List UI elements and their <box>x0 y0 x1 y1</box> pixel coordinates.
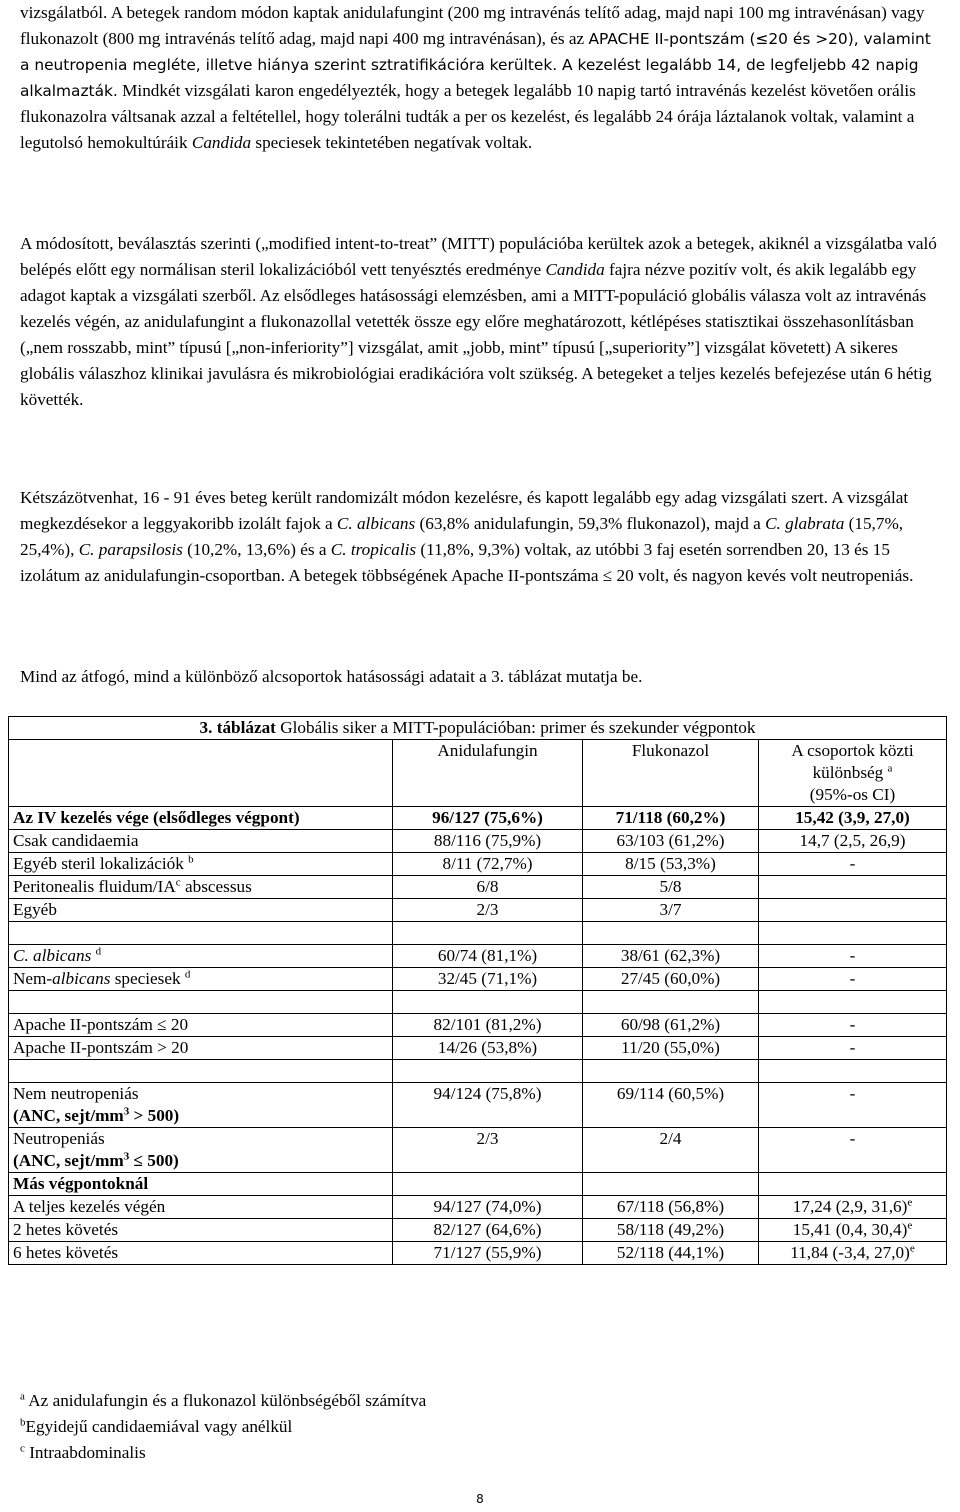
table-caption: 3. táblázat Globális siker a MITT-populációban: primer és szekunder végpontok <box>9 717 947 740</box>
efficacy-table <box>8 716 947 1265</box>
col-header-difference: A csoportok közti különbség $^a$ (95%-os CI) <box>759 740 947 807</box>
table-row: Nem-albicans speciesek $^d$ 32/45 (71,1%) 27/45 (60,0%) - <box>9 968 947 991</box>
col-header-flukonazol: Flukonazol <box>583 740 759 807</box>
table-spacer-row <box>9 922 947 945</box>
table-footnotes <box>20 1388 920 1466</box>
footnote-a: $^a$ Az anidulafungin és a flukonazol különbségéből számítva <box>20 1390 427 1410</box>
table-row: Apache II-pontszám ≤ 20 82/101 (81,2%) 60/98 (61,2%) - <box>9 1014 947 1037</box>
table-section-row: Más végpontoknál <box>9 1173 947 1196</box>
table-row: Peritonealis fluidum/$IA^c$ abscessus 6/8 5/8 <box>9 876 947 899</box>
table-row: 6 hetes követés 71/127 (55,9%) 52/118 (44,1%) 11,84 (-3,4, 27,0)$^e$ <box>9 1242 947 1265</box>
table-row: Egyéb 2/3 3/7 <box>9 899 947 922</box>
page-number: 8 <box>476 1492 484 1506</box>
table-row: Egyéb steril lokalizációk $^b$ 8/11 (72,7%) 8/15 (53,3%) - <box>9 853 947 876</box>
table-row: Nem neutropeniás (ANC, sejt/$mm^3 > 500$) 94/124 (75,8%) 69/114 (60,5%) - <box>9 1083 947 1128</box>
paragraph-patients: Kétszázötvenhat, 16 - 91 éves beteg került randomizált módon kezelésre, és kapott legalább egy adag vizsgálati szert. A vizsgálat megkezdésekor a leggyakoribb izolált fajok a C. albicans (63,8% anidulafungin, 59,3% flukonazol), majd a C. glabrata (15,7%, 25,4%), C. parapsilosis (10,2%, 13,6%) és a C. tropicalis (11,8%, 9,3%) voltak, az utóbbi 3 faj esetén sorrendben 20, 13 és 15 izolátum az anidulafungin-csoportban. A betegek többségének Apache II-pontszáma ≤ 20 volt, és nagyon kevés volt neutropeniás. <box>20 488 914 585</box>
paragraph-table-intro: Mind az átfogó, mind a különböző alcsoportok hatásossági adatait a 3. táblázat mutatja be. <box>20 667 643 686</box>
table-row: Csak candidaemia 88/116 (75,9%) 63/103 (61,2%) 14,7 (2,5, 26,9) <box>9 830 947 853</box>
table-spacer-row <box>9 1060 947 1083</box>
table-row-primary: Az IV kezelés vége (elsődleges végpont) 96/127 (75,6%) 71/118 (60,2%) 15,42 (3,9, 27,0) <box>9 807 947 830</box>
paragraph-study-design: vizsgálatból. A betegek random módon kaptak anidulafungint (200 mg intravénás telítő adag, majd napi 100 mg intravénásan) vagy flukonazolt (800 mg intravénás telítő adag, majd napi 400 mg intravénásan), és az APACHE II-pontszám (≤20 és >20), valamint a neutropenia megléte, illetve hiánya szerint sztratifikációra kerültek. A kezelést legalább 14, de legfeljebb 42 napig alkalmazták. Mindkét vizsgálati karon engedélyezték, hogy a betegek legalább 10 napig tartó intravénás kezelést követően orális flukonazolra váltsanak azzal a feltétellel, hogy tolerálni tudták a per os kezelést, és legalább 24 órája láztalanok voltak, valamint a legutolsó hemokultúráik Candida speciesek tekintetében negatívak voltak. <box>20 3 931 152</box>
table-row: Apache II-pontszám > 20 14/26 (53,8%) 11/20 (55,0%) - <box>9 1037 947 1060</box>
footnote-b: $^b$Egyidejű candidaemiával vagy anélkül <box>20 1416 293 1436</box>
table-caption-row <box>9 717 947 740</box>
col-header-anidulafungin: Anidulafungin <box>393 740 583 807</box>
footnote-c: $^c$ Intraabdominalis <box>20 1442 146 1462</box>
table-row: 2 hetes követés 82/127 (64,6%) 58/118 (49,2%) 15,41 (0,4, 30,4)$^e$ <box>9 1219 947 1242</box>
table-row: C. albicans $^d$ 60/74 (81,1%) 38/61 (62,3%) - <box>9 945 947 968</box>
table-row: Neutropeniás (ANC, sejt/$mm^3 \le 500$) 2/3 2/4 - <box>9 1128 947 1173</box>
table-header-row <box>9 740 947 807</box>
table-spacer-row <box>9 991 947 1014</box>
paragraph-mitt: A módosított, beválasztás szerinti („modified intent-to-treat” (MITT) populációba kerültek azok a betegek, akiknél a vizsgálatba való belépés előtt egy normálisan steril lokalizációból vett tenyésztés eredménye Candida fajra nézve pozitív volt, és akik legalább egy adagot kaptak a vizsgálati szerből. Az elsődleges hatásossági elemzésben, ami a MITT-populáció globális válasza volt az intravénás kezelés végén, az anidulafungint a flukonazollal vetették össze egy előre meghatározott, kétlépéses statisztikai összehasonlításban („nem rosszabb, mint” típusú [„non-inferiority”] vizsgálat, amit „jobb, mint” típusú [„superiority”] vizsgálat követett) A sikeres globális válaszhoz klinikai javulásra és mikrobiológiai eradikációra volt szükség. A betegeket a teljes kezelés befejezése után 6 hétig követték. <box>20 234 937 409</box>
table-row: A teljes kezelés végén 94/127 (74,0%) 67/118 (56,8%) 17,24 (2,9, 31,6)$^e$ <box>9 1196 947 1219</box>
